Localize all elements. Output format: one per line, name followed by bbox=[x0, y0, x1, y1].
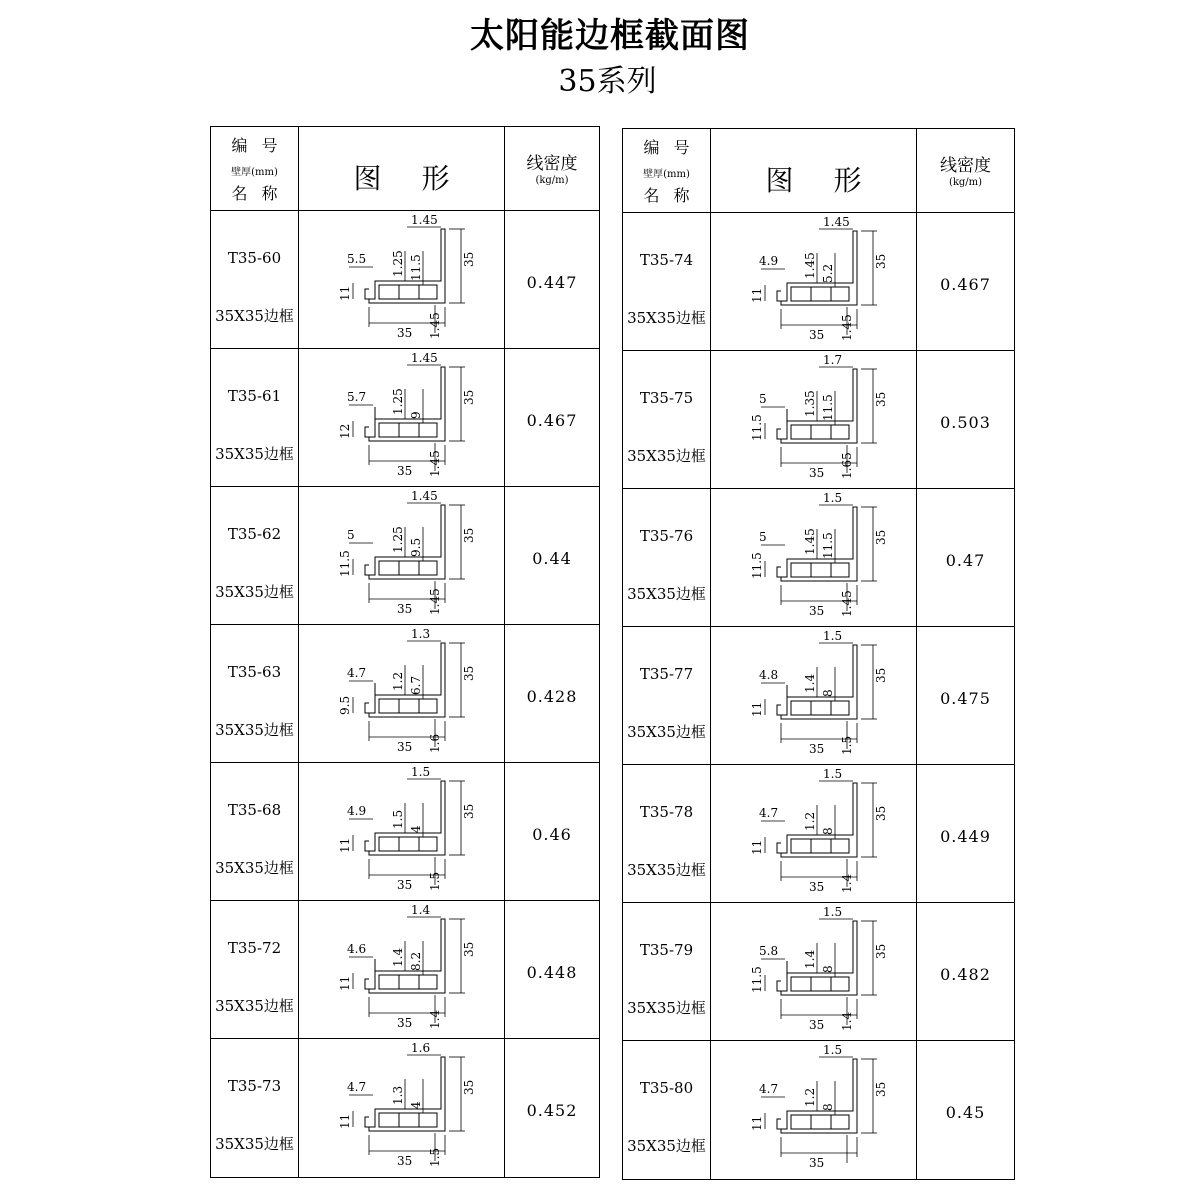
row-density-cell bbox=[917, 213, 1014, 350]
linear-density-value: 0.503 bbox=[940, 413, 991, 432]
dim-inner-b: 11.5 bbox=[409, 254, 423, 281]
dim-inner-b: 4 bbox=[409, 825, 423, 833]
dim-wall-a: 1.25 bbox=[391, 526, 405, 553]
page-subtitle: 35系列 bbox=[558, 64, 657, 99]
dimension-lines bbox=[349, 365, 465, 471]
row-figure-cell bbox=[299, 1039, 505, 1177]
dim-lip-height: 11 bbox=[338, 975, 352, 991]
dimension-lines bbox=[761, 229, 877, 335]
linear-density-value: 0.44 bbox=[532, 549, 572, 568]
row-figure-cell bbox=[711, 903, 917, 1040]
profile-row bbox=[623, 765, 1014, 903]
row-figure-cell bbox=[711, 489, 917, 626]
left-profile-table bbox=[210, 126, 600, 1178]
row-figure-cell bbox=[299, 487, 505, 624]
dim-inner-b: 8.2 bbox=[409, 951, 423, 971]
profile-section-figure bbox=[711, 903, 917, 1041]
dim-height: 35 bbox=[462, 389, 476, 405]
dim-bottom-thickness: 1.65 bbox=[840, 452, 854, 479]
table-header bbox=[211, 127, 599, 211]
dim-wall-a: 1.35 bbox=[803, 390, 817, 417]
dim-top-thickness: 1.45 bbox=[411, 489, 438, 503]
dim-left-width: 5 bbox=[759, 530, 767, 544]
dim-height: 35 bbox=[462, 803, 476, 819]
dim-height: 35 bbox=[874, 529, 888, 545]
dim-width: 35 bbox=[397, 326, 413, 340]
dim-width: 35 bbox=[809, 742, 825, 756]
dim-bottom-thickness: 1.45 bbox=[840, 314, 854, 341]
right-profile-table bbox=[622, 128, 1015, 1180]
linear-density-value: 0.447 bbox=[526, 273, 578, 292]
dim-inner-b: 8 bbox=[821, 827, 835, 835]
row-name-cell bbox=[623, 627, 711, 764]
dim-inner-b: 4 bbox=[409, 1101, 423, 1109]
profile-code: T35-77 bbox=[639, 665, 694, 683]
dim-inner-b: 8 bbox=[821, 1103, 835, 1111]
dimension-lines bbox=[761, 505, 877, 611]
linear-density-value: 0.452 bbox=[526, 1101, 578, 1120]
row-figure-cell bbox=[299, 349, 505, 486]
dim-bottom-thickness: 1.4 bbox=[840, 1011, 854, 1031]
dimension-lines bbox=[349, 503, 465, 609]
profile-description: 35X35边框 bbox=[215, 1135, 294, 1153]
dim-height: 35 bbox=[462, 665, 476, 681]
linear-density-value: 0.475 bbox=[940, 689, 991, 708]
row-figure-cell bbox=[711, 351, 917, 488]
profile-section-figure bbox=[299, 211, 505, 349]
profile-description: 35X35边框 bbox=[215, 859, 294, 877]
dim-inner-b: 8 bbox=[821, 689, 835, 697]
linear-density-value: 0.46 bbox=[532, 825, 572, 844]
dim-width: 35 bbox=[809, 604, 825, 618]
profile-description: 35X35边框 bbox=[627, 999, 706, 1017]
profile-row bbox=[623, 903, 1014, 1041]
dim-top-thickness: 1.5 bbox=[823, 767, 843, 781]
profile-code: T35-62 bbox=[227, 525, 282, 543]
dim-width: 35 bbox=[809, 1018, 825, 1032]
row-density-cell bbox=[505, 349, 599, 486]
dim-height: 35 bbox=[462, 941, 476, 957]
profile-section-figure bbox=[299, 625, 505, 763]
linear-density-value: 0.47 bbox=[945, 551, 986, 570]
dimension-lines bbox=[349, 1055, 465, 1161]
profile-description: 35X35边框 bbox=[627, 309, 706, 327]
row-figure-cell bbox=[711, 213, 917, 350]
profile-description: 35X35边框 bbox=[627, 723, 706, 741]
linear-density-value: 0.45 bbox=[945, 1103, 986, 1122]
header-density-unit: (kg/m) bbox=[535, 175, 569, 186]
dimension-lines bbox=[349, 641, 465, 747]
dim-left-width: 4.7 bbox=[759, 1082, 779, 1096]
dim-lip-height: 11 bbox=[750, 839, 764, 855]
dimension-lines bbox=[349, 779, 465, 885]
dim-inner-b: 9.5 bbox=[409, 537, 423, 557]
dim-lip-height: 12 bbox=[338, 423, 352, 439]
dim-wall-a: 1.25 bbox=[391, 388, 405, 415]
row-name-cell bbox=[623, 489, 711, 626]
row-figure-cell bbox=[299, 625, 505, 762]
dim-height: 35 bbox=[462, 251, 476, 267]
row-density-cell bbox=[505, 1039, 599, 1177]
dim-lip-height: 9.5 bbox=[338, 695, 352, 715]
profile-row bbox=[211, 625, 599, 763]
dim-left-width: 5.5 bbox=[347, 252, 367, 266]
dim-wall-a: 1.25 bbox=[391, 250, 405, 277]
dim-bottom-thickness: 1.45 bbox=[428, 450, 442, 477]
dim-width: 35 bbox=[397, 878, 413, 892]
dimension-lines bbox=[761, 643, 877, 749]
dim-wall-a: 1.2 bbox=[803, 1087, 817, 1107]
profile-code: T35-72 bbox=[227, 939, 282, 957]
dim-top-thickness: 1.3 bbox=[411, 627, 431, 641]
dim-height: 35 bbox=[874, 253, 888, 269]
profile-section-figure bbox=[299, 763, 505, 901]
profile-description: 35X35边框 bbox=[215, 583, 294, 601]
linear-density-value: 0.428 bbox=[526, 687, 578, 706]
dim-left-width: 4.7 bbox=[347, 1080, 367, 1094]
dim-left-width: 4.8 bbox=[759, 668, 779, 682]
profile-description: 35X35边框 bbox=[215, 307, 294, 325]
dim-top-thickness: 1.7 bbox=[823, 353, 843, 367]
profile-description: 35X35边框 bbox=[627, 1137, 706, 1155]
profile-section-figure bbox=[711, 351, 917, 489]
profile-section-figure bbox=[299, 1039, 505, 1177]
linear-density-value: 0.467 bbox=[526, 411, 578, 430]
profile-section-figure bbox=[299, 901, 505, 1039]
dim-width: 35 bbox=[397, 740, 413, 754]
row-name-cell bbox=[623, 765, 711, 902]
row-name-cell bbox=[211, 487, 299, 624]
dim-height: 35 bbox=[874, 805, 888, 821]
dim-top-thickness: 1.5 bbox=[823, 905, 843, 919]
profile-code: T35-63 bbox=[227, 663, 282, 681]
row-density-cell bbox=[917, 627, 1014, 764]
linear-density-value: 0.448 bbox=[526, 963, 578, 982]
profile-code: T35-75 bbox=[639, 389, 694, 407]
dim-inner-b: 6.7 bbox=[409, 675, 423, 695]
profile-code: T35-74 bbox=[639, 251, 694, 269]
dim-wall-a: 1.5 bbox=[391, 809, 405, 829]
dim-inner-b: 5.2 bbox=[821, 263, 835, 283]
dim-wall-a: 1.45 bbox=[803, 528, 817, 555]
dim-bottom-thickness: 1.45 bbox=[428, 312, 442, 339]
profile-code: T35-61 bbox=[227, 387, 282, 405]
linear-density-value: 0.482 bbox=[940, 965, 991, 984]
dim-bottom-thickness: 1.5 bbox=[840, 735, 854, 755]
row-name-cell bbox=[211, 349, 299, 486]
dimension-lines bbox=[349, 917, 465, 1023]
dim-height: 35 bbox=[874, 667, 888, 683]
row-density-cell bbox=[917, 903, 1014, 1040]
dim-bottom-thickness: 1.6 bbox=[428, 733, 442, 753]
header-name-cell bbox=[623, 129, 711, 212]
profile-row bbox=[211, 1039, 599, 1177]
dim-bottom-thickness: 1.45 bbox=[840, 590, 854, 617]
dim-lip-height: 11 bbox=[750, 701, 764, 717]
row-density-cell bbox=[505, 901, 599, 1038]
dim-top-thickness: 1.45 bbox=[411, 351, 438, 365]
row-figure-cell bbox=[299, 901, 505, 1038]
dim-lip-height: 11 bbox=[338, 837, 352, 853]
profile-description: 35X35边框 bbox=[627, 861, 706, 879]
profile-description: 35X35边框 bbox=[215, 997, 294, 1015]
header-density-cell bbox=[917, 129, 1014, 212]
profile-row bbox=[211, 487, 599, 625]
linear-density-value: 0.449 bbox=[940, 827, 991, 846]
row-density-cell bbox=[505, 763, 599, 900]
dim-wall-a: 1.2 bbox=[391, 671, 405, 691]
page-title: 太阳能边框截面图 bbox=[470, 16, 750, 56]
row-name-cell bbox=[211, 763, 299, 900]
dim-top-thickness: 1.4 bbox=[411, 903, 431, 917]
header-figure-cell bbox=[299, 127, 505, 210]
dim-lip-height: 11.5 bbox=[338, 550, 352, 577]
dim-height: 35 bbox=[462, 1079, 476, 1095]
dim-inner-b: 11.5 bbox=[821, 394, 835, 421]
row-name-cell bbox=[211, 211, 299, 348]
profile-section-figure bbox=[711, 1041, 917, 1179]
profile-section-figure bbox=[711, 627, 917, 765]
header-density-unit: (kg/m) bbox=[948, 177, 983, 188]
dim-top-thickness: 1.5 bbox=[411, 765, 431, 779]
row-name-cell bbox=[623, 213, 711, 350]
header-figure: 图形 bbox=[765, 164, 902, 197]
dim-inner-b: 9 bbox=[409, 411, 423, 419]
profile-description: 35X35边框 bbox=[215, 445, 294, 463]
dim-width: 35 bbox=[809, 1156, 825, 1170]
dimension-lines bbox=[761, 781, 877, 887]
row-name-cell bbox=[211, 901, 299, 1038]
profile-row bbox=[211, 763, 599, 901]
dim-left-width: 4.9 bbox=[347, 804, 367, 818]
dim-left-width: 5.7 bbox=[347, 390, 367, 404]
dim-wall-a: 1.4 bbox=[391, 947, 405, 967]
dimension-lines bbox=[761, 919, 877, 1025]
header-name: 名称 bbox=[643, 186, 704, 205]
dim-bottom-thickness: 1.5 bbox=[428, 871, 442, 891]
row-density-cell bbox=[917, 765, 1014, 902]
dimension-lines bbox=[761, 1057, 877, 1163]
table-header bbox=[623, 129, 1014, 213]
header-density: 线密度 bbox=[526, 154, 578, 174]
dim-width: 35 bbox=[397, 464, 413, 478]
dim-top-thickness: 1.45 bbox=[411, 213, 438, 227]
header-density-cell bbox=[505, 127, 599, 210]
dim-width: 35 bbox=[809, 328, 825, 342]
dim-width: 35 bbox=[809, 466, 825, 480]
dim-lip-height: 11 bbox=[750, 287, 764, 303]
profile-row bbox=[623, 1041, 1014, 1179]
header-number: 编号 bbox=[231, 136, 292, 155]
profile-code: T35-80 bbox=[639, 1079, 694, 1097]
dim-wall-a: 1.2 bbox=[803, 811, 817, 831]
dim-width: 35 bbox=[397, 602, 413, 616]
profile-description: 35X35边框 bbox=[627, 447, 706, 465]
row-density-cell bbox=[505, 625, 599, 762]
profile-section-figure bbox=[711, 765, 917, 903]
profile-code: T35-78 bbox=[639, 803, 694, 821]
profile-description: 35X35边框 bbox=[215, 721, 294, 739]
dim-wall-a: 1.4 bbox=[803, 949, 817, 969]
dim-width: 35 bbox=[397, 1154, 413, 1168]
header-figure: 图形 bbox=[353, 162, 490, 195]
dimension-lines bbox=[761, 367, 877, 473]
dim-top-thickness: 1.6 bbox=[411, 1041, 431, 1055]
row-figure-cell bbox=[711, 627, 917, 764]
dim-left-width: 5 bbox=[347, 528, 355, 542]
profile-row bbox=[623, 627, 1014, 765]
dim-top-thickness: 1.45 bbox=[823, 215, 850, 229]
row-name-cell bbox=[211, 625, 299, 762]
dim-top-thickness: 1.5 bbox=[823, 1043, 843, 1057]
dim-height: 35 bbox=[874, 943, 888, 959]
header-figure-cell bbox=[711, 129, 917, 212]
dim-lip-height: 11 bbox=[338, 1113, 352, 1129]
row-density-cell bbox=[917, 351, 1014, 488]
profile-row bbox=[211, 901, 599, 1039]
dim-left-width: 5 bbox=[759, 392, 767, 406]
profile-row bbox=[211, 349, 599, 487]
dim-lip-height: 11 bbox=[338, 285, 352, 301]
dim-top-thickness: 1.5 bbox=[823, 491, 843, 505]
row-density-cell bbox=[505, 211, 599, 348]
profile-code: T35-68 bbox=[227, 801, 282, 819]
dim-lip-height: 11.5 bbox=[750, 552, 764, 579]
dim-width: 35 bbox=[397, 1016, 413, 1030]
profile-row bbox=[623, 351, 1014, 489]
profile-section-figure bbox=[299, 487, 505, 625]
dim-left-width: 4.6 bbox=[347, 942, 367, 956]
profile-code: T35-73 bbox=[227, 1077, 282, 1095]
dim-inner-b: 8 bbox=[821, 965, 835, 973]
row-figure-cell bbox=[299, 763, 505, 900]
linear-density-value: 0.467 bbox=[940, 275, 991, 294]
dim-bottom-thickness: 1.5 bbox=[428, 1147, 442, 1167]
dim-height: 35 bbox=[874, 1081, 888, 1097]
header-density: 线密度 bbox=[940, 156, 991, 176]
dimension-lines bbox=[349, 227, 465, 333]
dim-width: 35 bbox=[809, 880, 825, 894]
profile-row bbox=[211, 211, 599, 349]
row-name-cell bbox=[623, 1041, 711, 1179]
profile-code: T35-60 bbox=[227, 249, 282, 267]
row-figure-cell bbox=[711, 765, 917, 902]
dim-left-width: 4.9 bbox=[759, 254, 779, 268]
dim-wall-a: 1.4 bbox=[803, 673, 817, 693]
profile-section-figure bbox=[299, 349, 505, 487]
dim-lip-height: 11.5 bbox=[750, 966, 764, 993]
profile-code: T35-79 bbox=[639, 941, 694, 959]
dim-bottom-thickness: 1.4 bbox=[840, 873, 854, 893]
row-figure-cell bbox=[711, 1041, 917, 1179]
dim-left-width: 4.7 bbox=[347, 666, 367, 680]
profile-section-figure bbox=[711, 489, 917, 627]
dim-wall-a: 1.45 bbox=[803, 252, 817, 279]
row-name-cell bbox=[623, 903, 711, 1040]
row-figure-cell bbox=[299, 211, 505, 348]
row-density-cell bbox=[505, 487, 599, 624]
dim-lip-height: 11.5 bbox=[750, 414, 764, 441]
row-density-cell bbox=[917, 1041, 1014, 1179]
dim-left-width: 4.7 bbox=[759, 806, 779, 820]
dim-top-thickness: 1.5 bbox=[823, 629, 843, 643]
dim-left-width: 5.8 bbox=[759, 944, 779, 958]
header-name-cell bbox=[211, 127, 299, 210]
row-name-cell bbox=[623, 351, 711, 488]
profile-row bbox=[623, 213, 1014, 351]
dim-height: 35 bbox=[874, 391, 888, 407]
header-name: 名称 bbox=[231, 184, 292, 203]
header-wall: 壁厚(mm) bbox=[643, 169, 690, 180]
dim-height: 35 bbox=[462, 527, 476, 543]
header-number: 编号 bbox=[643, 138, 704, 157]
row-name-cell bbox=[211, 1039, 299, 1177]
profile-row bbox=[623, 489, 1014, 627]
dim-inner-b: 11.5 bbox=[821, 532, 835, 559]
dim-bottom-thickness: 1.45 bbox=[428, 588, 442, 615]
dim-bottom-thickness: 1.4 bbox=[428, 1009, 442, 1029]
profile-section-figure bbox=[711, 213, 917, 351]
profile-description: 35X35边框 bbox=[627, 585, 706, 603]
dim-lip-height: 11 bbox=[750, 1115, 764, 1131]
header-wall: 壁厚(mm) bbox=[231, 167, 278, 178]
dim-wall-a: 1.3 bbox=[391, 1085, 405, 1105]
row-density-cell bbox=[917, 489, 1014, 626]
profile-code: T35-76 bbox=[639, 527, 694, 545]
